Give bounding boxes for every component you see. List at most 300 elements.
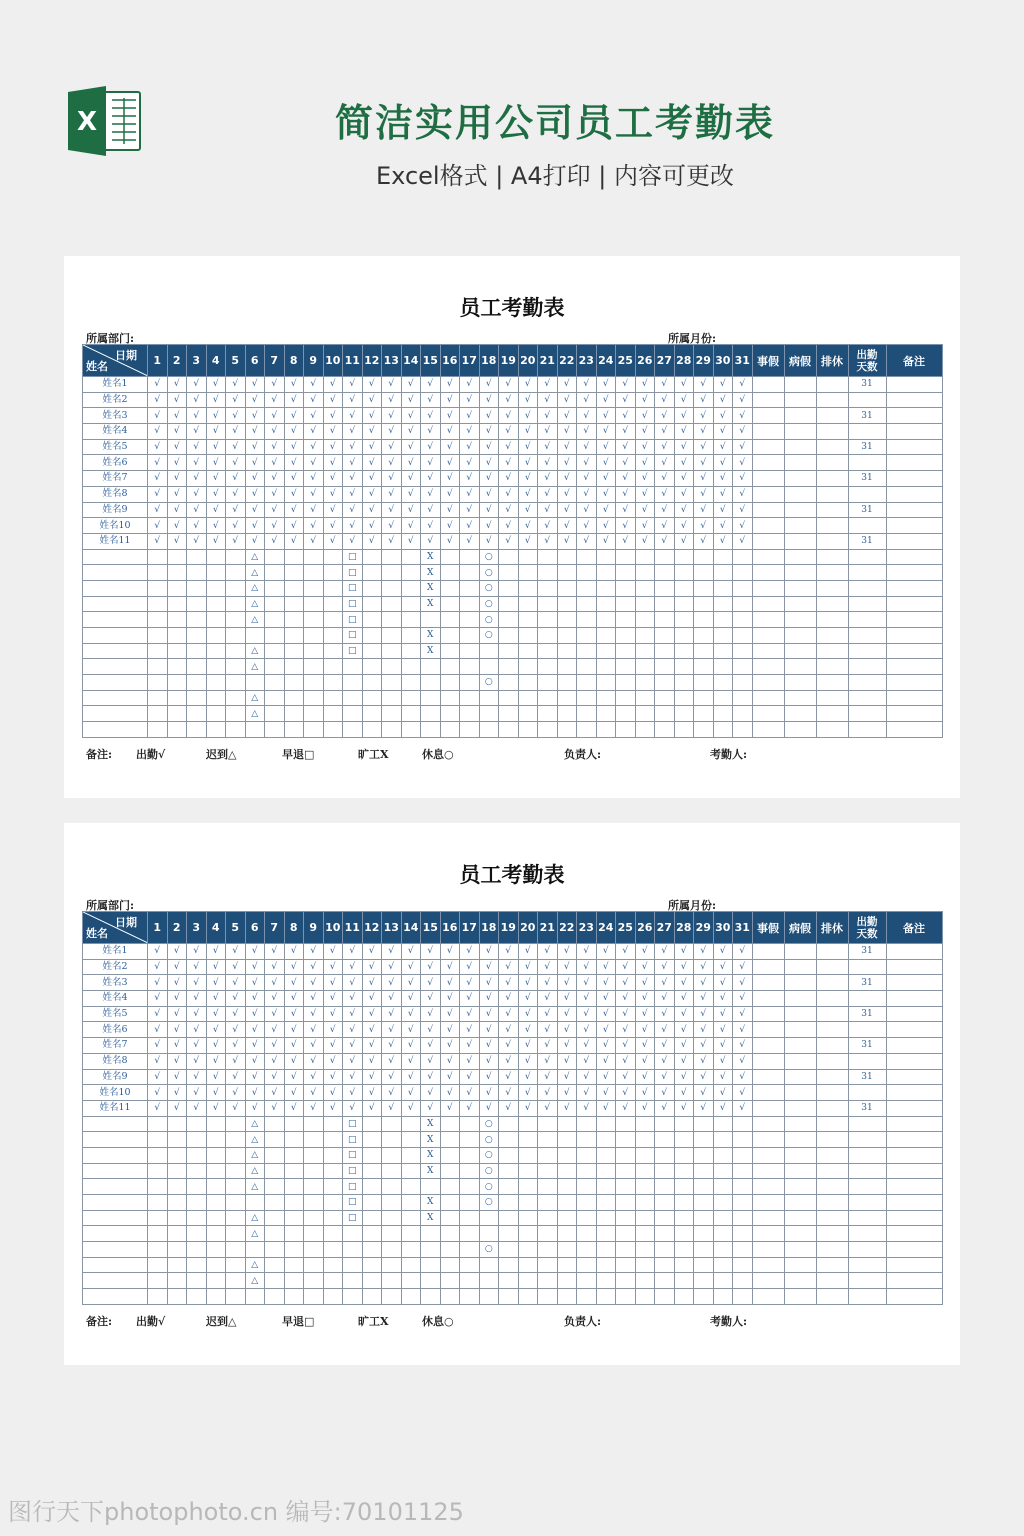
day-cell[interactable]: √ [616,439,636,455]
day-cell[interactable] [323,706,343,722]
day-cell[interactable] [401,643,421,659]
day-cell[interactable] [577,1257,597,1273]
day-cell[interactable]: √ [362,424,382,440]
day-cell[interactable] [694,549,714,565]
day-cell[interactable]: √ [401,944,421,960]
day-cell[interactable] [167,1147,187,1163]
day-cell[interactable] [206,1210,226,1226]
remark-cell[interactable] [886,1195,942,1211]
leave-cell[interactable] [816,549,848,565]
day-cell[interactable] [226,1132,246,1148]
day-cell[interactable]: √ [499,975,519,991]
day-cell[interactable]: √ [343,439,363,455]
leave-cell[interactable] [752,1085,784,1101]
day-cell[interactable] [362,722,382,738]
day-cell[interactable]: √ [635,502,655,518]
day-cell[interactable]: △ [245,1116,265,1132]
day-cell[interactable]: √ [635,377,655,393]
leave-cell[interactable] [752,643,784,659]
day-cell[interactable] [382,659,402,675]
day-cell[interactable] [304,1226,324,1242]
day-cell[interactable]: √ [382,424,402,440]
day-cell[interactable]: √ [674,486,694,502]
day-cell[interactable]: √ [674,1053,694,1069]
day-cell[interactable]: √ [265,424,285,440]
day-cell[interactable] [733,1116,753,1132]
leave-cell[interactable] [816,533,848,549]
day-cell[interactable]: √ [694,1022,714,1038]
employee-name[interactable] [83,612,148,628]
remark-cell[interactable] [886,471,942,487]
day-cell[interactable]: √ [304,1100,324,1116]
day-cell[interactable] [557,1147,577,1163]
day-cell[interactable] [226,722,246,738]
day-cell[interactable] [148,722,168,738]
day-cell[interactable]: √ [655,502,675,518]
day-cell[interactable] [226,1273,246,1289]
day-cell[interactable] [304,1179,324,1195]
day-cell[interactable]: √ [694,455,714,471]
day-cell[interactable] [577,628,597,644]
day-cell[interactable]: √ [148,455,168,471]
day-cell[interactable]: X [421,643,441,659]
day-cell[interactable] [323,628,343,644]
day-cell[interactable]: △ [245,1163,265,1179]
day-cell[interactable] [187,1132,207,1148]
day-cell[interactable]: ○ [479,1242,499,1258]
attend-days-cell[interactable] [848,643,886,659]
day-cell[interactable] [382,1116,402,1132]
day-cell[interactable]: X [421,596,441,612]
day-cell[interactable] [304,549,324,565]
day-cell[interactable] [518,1210,538,1226]
day-cell[interactable] [538,1116,558,1132]
day-cell[interactable]: √ [440,1069,460,1085]
day-cell[interactable]: √ [635,1069,655,1085]
day-cell[interactable]: √ [401,439,421,455]
day-cell[interactable] [206,1273,226,1289]
day-cell[interactable] [382,1210,402,1226]
leave-cell[interactable] [784,659,816,675]
day-cell[interactable] [655,565,675,581]
leave-cell[interactable] [816,1226,848,1242]
day-cell[interactable]: √ [557,1085,577,1101]
day-cell[interactable] [421,706,441,722]
day-cell[interactable]: √ [148,991,168,1007]
day-cell[interactable] [343,706,363,722]
day-cell[interactable]: √ [421,424,441,440]
leave-cell[interactable] [784,628,816,644]
leave-cell[interactable] [752,439,784,455]
day-cell[interactable]: √ [343,486,363,502]
day-cell[interactable]: √ [655,424,675,440]
day-cell[interactable] [323,549,343,565]
day-cell[interactable] [694,1210,714,1226]
day-cell[interactable] [499,659,519,675]
day-cell[interactable]: √ [362,1085,382,1101]
day-cell[interactable]: √ [655,439,675,455]
leave-cell[interactable] [752,1273,784,1289]
day-cell[interactable]: √ [323,377,343,393]
day-cell[interactable] [265,1289,285,1305]
day-cell[interactable] [655,675,675,691]
day-cell[interactable] [284,1116,304,1132]
leave-cell[interactable] [784,612,816,628]
day-cell[interactable]: √ [616,408,636,424]
day-cell[interactable]: √ [596,1100,616,1116]
day-cell[interactable] [421,722,441,738]
day-cell[interactable]: √ [206,1085,226,1101]
day-cell[interactable]: √ [323,1022,343,1038]
day-cell[interactable] [206,1163,226,1179]
day-cell[interactable]: √ [148,1100,168,1116]
day-cell[interactable]: √ [616,1069,636,1085]
attend-days-cell[interactable] [848,1242,886,1258]
day-cell[interactable] [323,675,343,691]
day-cell[interactable] [167,1132,187,1148]
day-cell[interactable] [401,1116,421,1132]
day-cell[interactable]: √ [635,1085,655,1101]
day-cell[interactable]: √ [713,1053,733,1069]
day-cell[interactable] [479,690,499,706]
day-cell[interactable]: √ [245,408,265,424]
day-cell[interactable]: √ [148,1069,168,1085]
day-cell[interactable] [460,1195,480,1211]
day-cell[interactable]: √ [304,439,324,455]
day-cell[interactable] [187,565,207,581]
day-cell[interactable] [557,643,577,659]
day-cell[interactable] [733,1210,753,1226]
day-cell[interactable]: √ [460,502,480,518]
day-cell[interactable]: √ [733,424,753,440]
day-cell[interactable] [635,565,655,581]
day-cell[interactable] [538,675,558,691]
day-cell[interactable]: √ [616,424,636,440]
day-cell[interactable]: √ [421,518,441,534]
day-cell[interactable]: √ [401,486,421,502]
employee-name[interactable]: 姓名1 [83,944,148,960]
day-cell[interactable]: √ [343,392,363,408]
day-cell[interactable]: √ [713,1085,733,1101]
day-cell[interactable]: √ [577,518,597,534]
day-cell[interactable] [518,628,538,644]
day-cell[interactable]: √ [577,1085,597,1101]
day-cell[interactable]: √ [674,944,694,960]
remark-cell[interactable] [886,424,942,440]
day-cell[interactable] [167,580,187,596]
day-cell[interactable] [167,643,187,659]
day-cell[interactable] [577,659,597,675]
day-cell[interactable] [713,1242,733,1258]
day-cell[interactable]: √ [284,424,304,440]
day-cell[interactable]: △ [245,612,265,628]
day-cell[interactable]: √ [226,991,246,1007]
day-cell[interactable] [635,1289,655,1305]
day-cell[interactable]: √ [479,1069,499,1085]
day-cell[interactable] [382,643,402,659]
day-cell[interactable]: √ [733,1022,753,1038]
day-cell[interactable] [674,1226,694,1242]
day-cell[interactable]: √ [577,1100,597,1116]
day-cell[interactable] [499,549,519,565]
employee-name[interactable] [83,1210,148,1226]
day-cell[interactable] [440,1289,460,1305]
leave-cell[interactable] [752,1242,784,1258]
day-cell[interactable] [362,628,382,644]
leave-cell[interactable] [784,944,816,960]
day-cell[interactable] [167,1116,187,1132]
day-cell[interactable]: √ [616,1053,636,1069]
day-cell[interactable]: √ [479,408,499,424]
day-cell[interactable] [401,628,421,644]
day-cell[interactable] [557,596,577,612]
day-cell[interactable] [323,1210,343,1226]
day-cell[interactable]: √ [518,471,538,487]
attend-days-cell[interactable] [848,455,886,471]
day-cell[interactable]: √ [596,439,616,455]
leave-cell[interactable] [752,1163,784,1179]
day-cell[interactable] [304,1132,324,1148]
day-cell[interactable]: √ [343,975,363,991]
day-cell[interactable] [733,1179,753,1195]
remark-cell[interactable] [886,991,942,1007]
day-cell[interactable] [733,1147,753,1163]
day-cell[interactable]: √ [382,439,402,455]
remark-cell[interactable] [886,1085,942,1101]
day-cell[interactable]: √ [460,1038,480,1054]
day-cell[interactable] [304,675,324,691]
day-cell[interactable] [421,1273,441,1289]
day-cell[interactable] [440,706,460,722]
day-cell[interactable]: √ [499,1053,519,1069]
day-cell[interactable] [148,612,168,628]
day-cell[interactable]: √ [304,991,324,1007]
day-cell[interactable]: √ [557,975,577,991]
day-cell[interactable]: √ [343,377,363,393]
day-cell[interactable]: √ [479,518,499,534]
day-cell[interactable] [284,580,304,596]
day-cell[interactable] [518,596,538,612]
day-cell[interactable] [362,1289,382,1305]
day-cell[interactable]: √ [362,502,382,518]
day-cell[interactable] [148,1226,168,1242]
day-cell[interactable]: √ [694,533,714,549]
day-cell[interactable]: √ [538,1038,558,1054]
leave-cell[interactable] [784,722,816,738]
day-cell[interactable] [577,722,597,738]
day-cell[interactable]: √ [343,455,363,471]
day-cell[interactable] [362,549,382,565]
remark-cell[interactable] [886,659,942,675]
day-cell[interactable]: √ [304,959,324,975]
day-cell[interactable] [518,1289,538,1305]
attend-days-cell[interactable] [848,706,886,722]
day-cell[interactable]: √ [284,975,304,991]
day-cell[interactable] [440,1242,460,1258]
day-cell[interactable]: √ [616,502,636,518]
day-cell[interactable] [187,1116,207,1132]
day-cell[interactable]: √ [284,377,304,393]
day-cell[interactable]: √ [167,1100,187,1116]
remark-cell[interactable] [886,675,942,691]
day-cell[interactable]: √ [265,377,285,393]
leave-cell[interactable] [816,1006,848,1022]
day-cell[interactable] [635,612,655,628]
day-cell[interactable] [401,565,421,581]
day-cell[interactable] [713,549,733,565]
day-cell[interactable]: √ [401,1053,421,1069]
day-cell[interactable]: √ [187,533,207,549]
day-cell[interactable]: √ [635,991,655,1007]
day-cell[interactable]: √ [167,959,187,975]
remark-cell[interactable] [886,1273,942,1289]
day-cell[interactable] [674,1257,694,1273]
day-cell[interactable]: √ [694,991,714,1007]
leave-cell[interactable] [752,1022,784,1038]
day-cell[interactable] [616,643,636,659]
day-cell[interactable]: □ [343,643,363,659]
day-cell[interactable] [713,1163,733,1179]
day-cell[interactable] [148,643,168,659]
day-cell[interactable]: √ [733,1053,753,1069]
day-cell[interactable]: √ [538,1053,558,1069]
day-cell[interactable]: √ [557,471,577,487]
day-cell[interactable]: √ [206,1100,226,1116]
day-cell[interactable] [655,1195,675,1211]
day-cell[interactable] [421,1226,441,1242]
day-cell[interactable]: √ [694,518,714,534]
remark-cell[interactable] [886,1006,942,1022]
day-cell[interactable]: √ [284,408,304,424]
day-cell[interactable] [284,596,304,612]
day-cell[interactable] [694,1289,714,1305]
day-cell[interactable] [401,1132,421,1148]
day-cell[interactable]: √ [538,1069,558,1085]
day-cell[interactable] [401,612,421,628]
day-cell[interactable]: √ [596,471,616,487]
day-cell[interactable] [596,643,616,659]
day-cell[interactable] [616,580,636,596]
remark-cell[interactable] [886,439,942,455]
leave-cell[interactable] [752,1226,784,1242]
day-cell[interactable]: √ [304,1085,324,1101]
day-cell[interactable] [733,1289,753,1305]
day-cell[interactable] [284,612,304,628]
day-cell[interactable]: √ [577,392,597,408]
day-cell[interactable]: √ [148,486,168,502]
leave-cell[interactable] [816,1069,848,1085]
day-cell[interactable]: √ [401,1069,421,1085]
day-cell[interactable]: √ [460,424,480,440]
day-cell[interactable] [187,643,207,659]
day-cell[interactable] [694,1179,714,1195]
day-cell[interactable] [577,549,597,565]
day-cell[interactable]: √ [323,455,343,471]
day-cell[interactable] [265,1226,285,1242]
day-cell[interactable]: √ [343,1022,363,1038]
day-cell[interactable] [557,1210,577,1226]
day-cell[interactable] [577,580,597,596]
day-cell[interactable] [187,1147,207,1163]
day-cell[interactable] [694,675,714,691]
day-cell[interactable]: √ [440,944,460,960]
day-cell[interactable] [226,1289,246,1305]
day-cell[interactable] [616,1132,636,1148]
day-cell[interactable]: √ [538,518,558,534]
day-cell[interactable] [499,1242,519,1258]
day-cell[interactable] [518,1257,538,1273]
day-cell[interactable] [206,1147,226,1163]
day-cell[interactable] [694,1147,714,1163]
leave-cell[interactable] [784,392,816,408]
day-cell[interactable]: √ [265,533,285,549]
day-cell[interactable] [440,722,460,738]
day-cell[interactable]: √ [226,1038,246,1054]
day-cell[interactable] [694,596,714,612]
day-cell[interactable] [596,1289,616,1305]
day-cell[interactable] [323,596,343,612]
day-cell[interactable]: √ [479,392,499,408]
day-cell[interactable]: √ [382,533,402,549]
day-cell[interactable] [284,1179,304,1195]
day-cell[interactable] [499,675,519,691]
remark-cell[interactable] [886,502,942,518]
day-cell[interactable] [304,1163,324,1179]
day-cell[interactable]: √ [713,991,733,1007]
attend-days-cell[interactable] [848,675,886,691]
day-cell[interactable] [421,675,441,691]
day-cell[interactable] [694,706,714,722]
day-cell[interactable] [167,1242,187,1258]
leave-cell[interactable] [752,1289,784,1305]
leave-cell[interactable] [816,1116,848,1132]
day-cell[interactable] [479,1273,499,1289]
day-cell[interactable] [187,1179,207,1195]
day-cell[interactable]: √ [596,944,616,960]
leave-cell[interactable] [816,1038,848,1054]
employee-name[interactable] [83,1179,148,1195]
day-cell[interactable]: √ [226,486,246,502]
employee-name[interactable]: 姓名3 [83,975,148,991]
day-cell[interactable]: √ [674,377,694,393]
leave-cell[interactable] [784,706,816,722]
day-cell[interactable]: √ [713,1006,733,1022]
day-cell[interactable]: √ [284,1085,304,1101]
day-cell[interactable] [460,1132,480,1148]
attend-days-cell[interactable] [848,690,886,706]
day-cell[interactable]: √ [187,975,207,991]
day-cell[interactable]: √ [245,1100,265,1116]
day-cell[interactable] [284,628,304,644]
day-cell[interactable]: X [421,1147,441,1163]
day-cell[interactable] [265,628,285,644]
day-cell[interactable] [206,659,226,675]
day-cell[interactable] [733,706,753,722]
day-cell[interactable]: √ [226,424,246,440]
day-cell[interactable] [265,612,285,628]
day-cell[interactable] [304,565,324,581]
attend-days-cell[interactable] [848,1132,886,1148]
day-cell[interactable]: √ [304,533,324,549]
day-cell[interactable]: √ [694,502,714,518]
remark-cell[interactable] [886,565,942,581]
employee-name[interactable] [83,1289,148,1305]
attend-days-cell[interactable] [848,486,886,502]
leave-cell[interactable] [816,1085,848,1101]
day-cell[interactable]: √ [635,533,655,549]
day-cell[interactable] [499,565,519,581]
day-cell[interactable]: √ [265,455,285,471]
